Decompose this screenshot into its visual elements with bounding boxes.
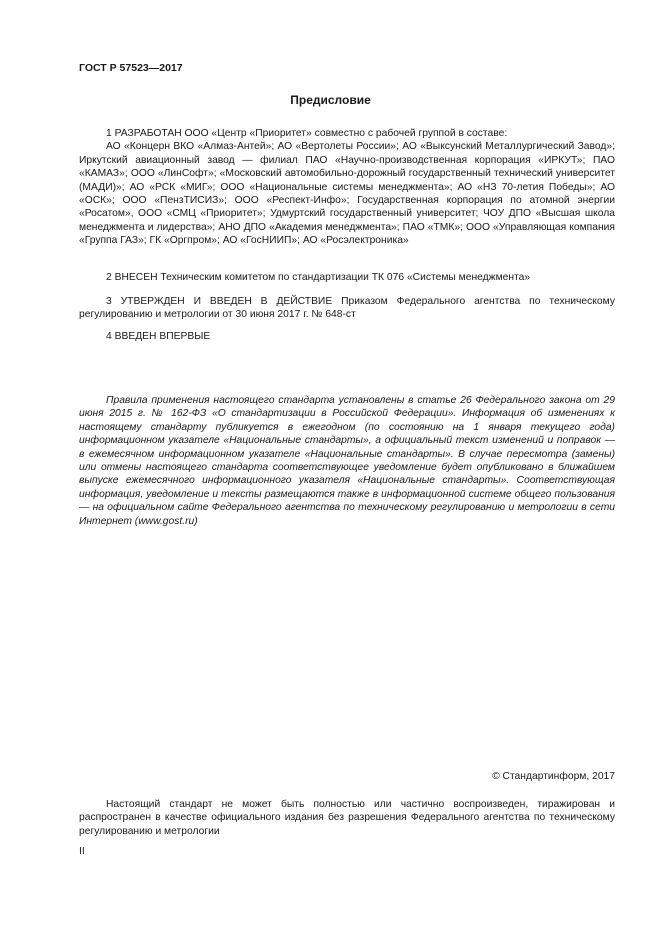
item-1-heading: 1 РАЗРАБОТАН ООО «Центр «Приоритет» совместно с рабочей группой в составе: (106, 128, 508, 139)
item-4 (79, 330, 615, 343)
application-notice (79, 394, 615, 528)
copyright: © Стандартинформ, 2017 (492, 771, 615, 782)
item-1 (79, 127, 615, 248)
item-4-text: 4 ВВЕДЕН ВПЕРВЫЕ (106, 331, 211, 342)
page-title: Предисловие (290, 93, 371, 107)
item-3-text: 3 УТВЕРЖДЕН И ВВЕДЕН В ДЕЙСТВИЕ Приказом Федерального агентства по техническому регулированию и метрологии от 30 июня 2017 г. № 648-ст (79, 296, 615, 321)
reproduction-notice (79, 798, 615, 838)
standard-code: ГОСТ Р 57523—2017 (79, 62, 183, 74)
item-3 (79, 295, 615, 322)
page-number: II (79, 846, 85, 857)
item-1-body: АО «Концерн ВКО «Алмаз-Антей»; АО «Вертолеты России»; АО «Выксунский Металлургический Завод»; Иркутский авиационный завод — филиал ПАО «Научно-производственная корпорация «ИРКУТ»; ПАО «КАМАЗ»; ООО «ЛинСофт»; «Московский автомобильно-дорожный государственный технический университет (МАДИ)»; АО «РСК «МИГ»; ООО «Национальные системы менеджмента»; АО «НЗ 70-летия Победы»; АО «ОСК»; ООО «ПензТИСИЗ»; ООО «Респект-Инфо»; Государственная корпорация по атомной энергии «Росатом», ООО «СМЦ «Приоритет»; Удмуртский государственный университет; ЧОУ ДПО «Высшая школа менеджмента и лидерства»; АНО ДПО «Академия менеджмента»; ПАО «ТМК»; ООО «Управляющая компания «Группа ГАЗ»; ГК «Оргпром»; АО «ГосНИИП»; АО «Росэлектроника» (79, 141, 615, 247)
notice-text: Правила применения настоящего стандарта установлены в статье 26 Федерального закона от 29 июня 2015 г. № 162-ФЗ «О стандартизации в Российской Федерации». Информация об изменениях к настоящему стандарту публикуется в ежегодном (по состоянию на 1 января текущего года) информационном указателе «Национальные стандарты», а официальный текст изменений и поправок — в ежемесячном информационном указателе «Национальные стандарты». В случае пересмотра (замены) или отмены настоящего стандарта соответствующее уведомление будет опубликовано в ближайшем выпуске ежемесячного информационного указателя «Национальные стандарты». Соответствующая информация, уведомление и тексты размещаются также в информационной системе общего пользования — на официальном сайте Федерального агентства по техническому регулированию и метрологии в сети Интернет (www.gost.ru) (79, 395, 615, 527)
item-2-text: 2 ВНЕСЕН Техническим комитетом по стандартизации ТК 076 «Системы менеджмента» (106, 272, 531, 283)
reproduction-notice-text: Настоящий стандарт не может быть полностью или частично воспроизведен, тиражирован и распространен в качестве официального издания без разрешения Федерального агентства по техническому регулированию и метрологии (79, 799, 615, 837)
item-2 (79, 271, 615, 284)
